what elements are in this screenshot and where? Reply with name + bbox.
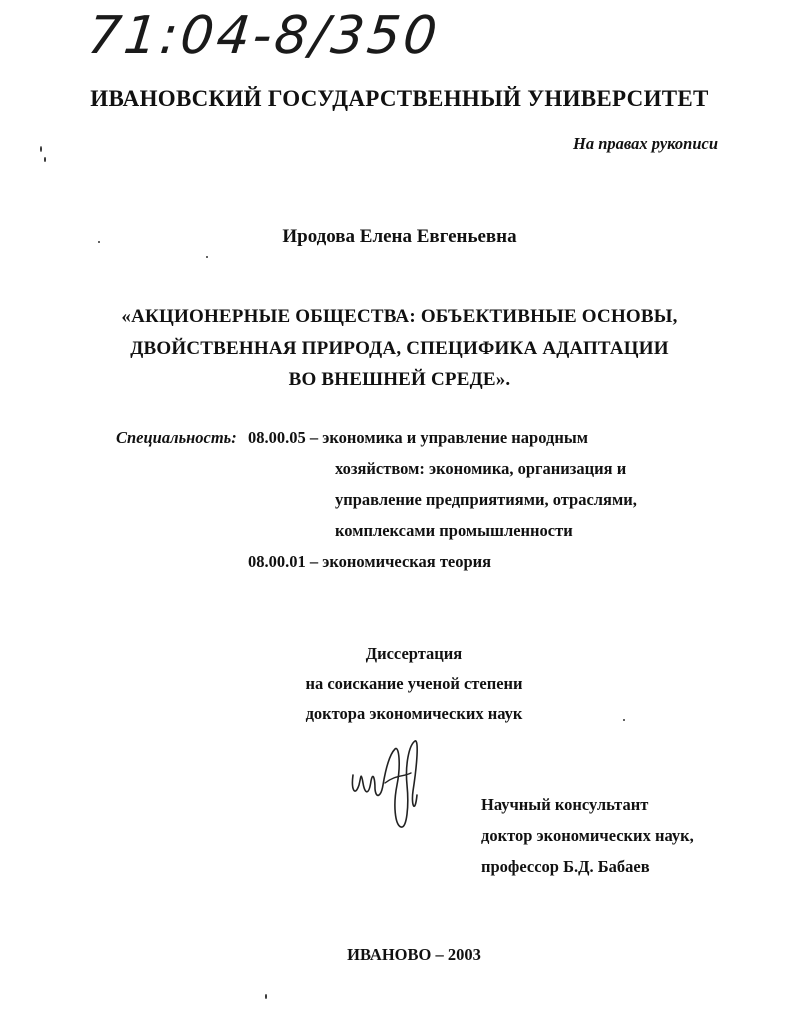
- scan-speck: [98, 241, 100, 243]
- advisor-line-2: доктор экономических наук,: [481, 826, 694, 845]
- university-name: ИВАНОВСКИЙ ГОСУДАРСТВЕННЫЙ УНИВЕРСИТЕТ: [90, 86, 709, 111]
- specialty-line-2: хозяйством: экономика, организация и: [335, 459, 627, 478]
- dissertation-line-2: на соискание ученой степени: [305, 674, 523, 693]
- scan-speck: [44, 157, 46, 162]
- handwritten-signature: [345, 735, 425, 830]
- dissertation-line-1: Диссертация: [365, 644, 463, 663]
- specialty-line-1: 08.00.05 – экономика и управление народным: [248, 428, 588, 447]
- scan-speck: [265, 994, 267, 999]
- advisor-line-3: профессор Б.Д. Бабаев: [481, 857, 650, 876]
- title-line-3: ВО ВНЕШНЕЙ СРЕДЕ».: [288, 369, 511, 390]
- title-line-2: ДВОЙСТВЕННАЯ ПРИРОДА, СПЕЦИФИКА АДАПТАЦИИ: [130, 338, 669, 359]
- handwritten-archive-code: 71:04-8/350: [84, 6, 443, 66]
- scan-speck: [40, 146, 42, 152]
- scan-speck: [206, 256, 208, 258]
- specialty-line-5: 08.00.01 – экономическая теория: [248, 552, 492, 571]
- specialty-line-4: комплексами промышленности: [335, 521, 573, 540]
- scan-speck: [623, 719, 625, 721]
- author-name: Иродова Елена Евгеньевна: [282, 226, 517, 247]
- advisor-line-1: Научный консультант: [481, 795, 649, 814]
- specialty-label: Специальность:: [116, 428, 237, 447]
- specialty-line-3: управление предприятиями, отраслями,: [335, 490, 637, 509]
- rights-note: На правах рукописи: [573, 134, 718, 153]
- city-year: ИВАНОВО – 2003: [347, 945, 481, 964]
- title-line-1: «АКЦИОНЕРНЫЕ ОБЩЕСТВА: ОБЪЕКТИВНЫЕ ОСНОВЫ,: [121, 306, 678, 327]
- dissertation-line-3: доктора экономических наук: [305, 704, 523, 723]
